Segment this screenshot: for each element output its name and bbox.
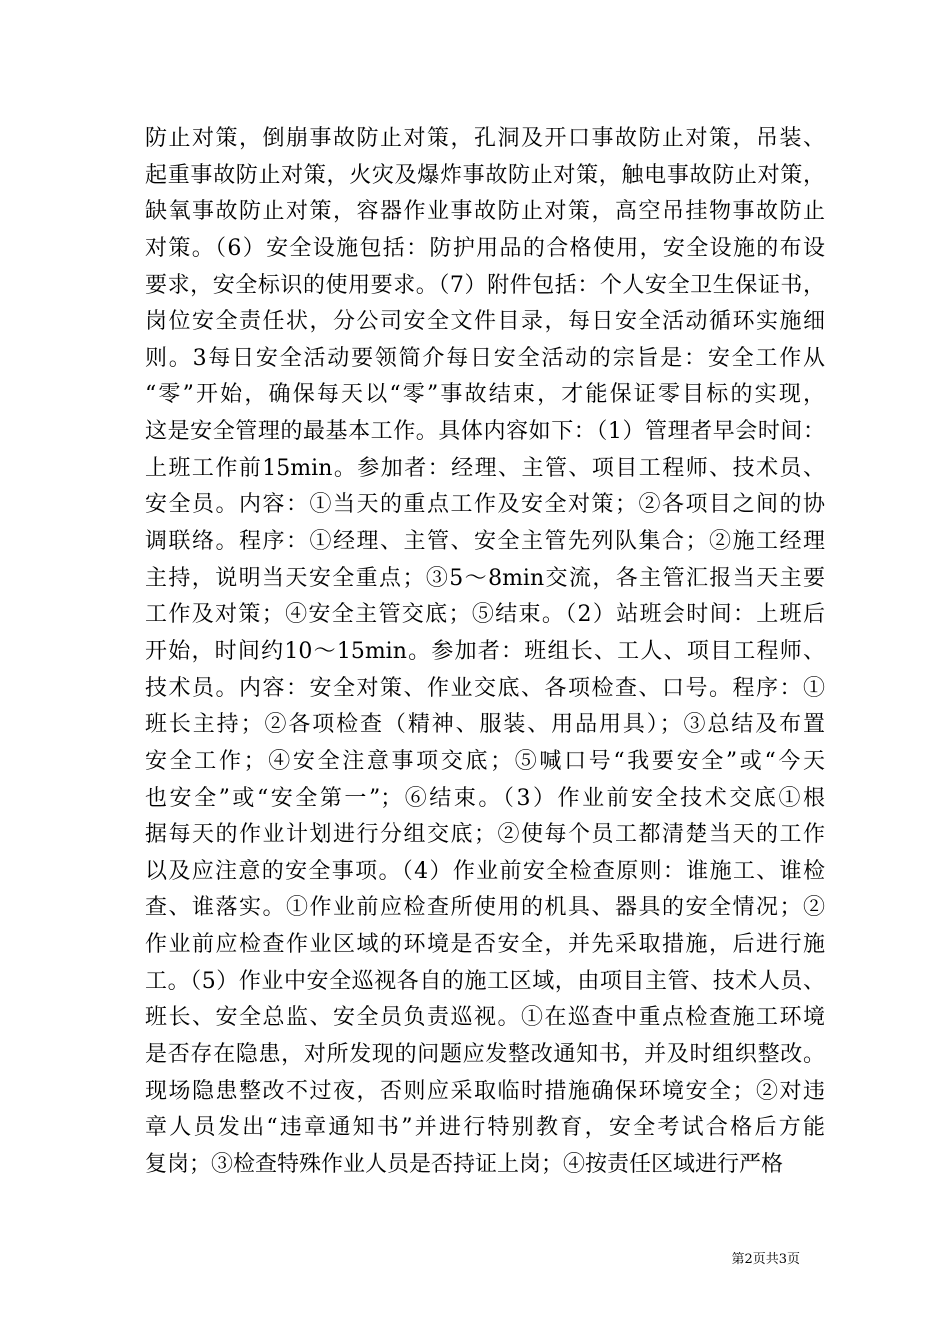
text-line: 要求，安全标识的使用要求。（7）附件包括：个人安全卫生保证书，: [145, 272, 825, 298]
text-line: “零”开始，确保每天以“零”事故结束，才能保证零目标的实现，: [145, 382, 825, 408]
text-line: 主持，说明当天安全重点；③5～8min交流，各主管汇报当天主要: [145, 565, 825, 591]
text-line: 上班工作前15min。参加者：经理、主管、项目工程师、技术员、: [145, 455, 825, 481]
text-line: 复岗；③检查特殊作业人员是否持证上岗；④按责任区域进行严格: [145, 1151, 784, 1177]
text-line: 现场隐患整改不过夜，否则应采取临时措施确保环境安全；②对违: [145, 1078, 825, 1104]
text-line: 班长主持；②各项检查（精神、服装、用品用具）；③总结及布置: [145, 712, 825, 738]
text-line: 班长、安全总监、安全员负责巡视。①在巡查中重点检查施工环境: [145, 1005, 825, 1031]
text-line: 安全工作；④安全注意事项交底；⑤喊口号“我要安全”或“今天: [145, 748, 825, 774]
text-line: 这是安全管理的最基本工作。具体内容如下：（1）管理者早会时间：: [145, 419, 825, 445]
text-line: 调联络。程序：①经理、主管、安全主管先列队集合；②施工经理: [145, 529, 825, 555]
text-line: 工。（5）作业中安全巡视各自的施工区域，由项目主管、技术人员、: [145, 968, 825, 994]
text-line: 缺氧事故防止对策，容器作业事故防止对策，高空吊挂物事故防止: [145, 199, 825, 225]
text-line: 以及应注意的安全事项。（4）作业前安全检查原则：谁施工、谁检: [145, 858, 825, 884]
text-line: 是否存在隐患，对所发现的问题应发整改通知书，并及时组织整改。: [145, 1042, 825, 1068]
text-line: 岗位安全责任状，分公司安全文件目录，每日安全活动循环实施细: [145, 309, 825, 335]
text-line: 对策。（6）安全设施包括：防护用品的合格使用，安全设施的布设: [145, 235, 825, 261]
page-number: 第2页共3页: [731, 1252, 800, 1267]
text-line: 安全员。内容：①当天的重点工作及安全对策；②各项目之间的协: [145, 492, 825, 518]
text-line: 则。3每日安全活动要领简介每日安全活动的宗旨是：安全工作从: [145, 345, 825, 371]
body-text: [145, 121, 825, 1184]
text-line: 起重事故防止对策，火灾及爆炸事故防止对策，触电事故防止对策，: [145, 162, 825, 188]
text-line: 章人员发出“违章通知书”并进行特别教育，安全考试合格后方能: [145, 1115, 825, 1141]
text-line: 开始，时间约10～15min。参加者：班组长、工人、项目工程师、: [145, 638, 825, 664]
text-line: 作业前应检查作业区域的环境是否安全，并先采取措施，后进行施: [145, 932, 825, 958]
text-line: 防止对策，倒崩事故防止对策，孔洞及开口事故防止对策，吊装、: [145, 126, 825, 151]
text-line: 据每天的作业计划进行分组交底；②使每个员工都清楚当天的工作: [145, 822, 825, 848]
text-line: 技术员。内容：安全对策、作业交底、各项检查、口号。程序：①: [145, 675, 825, 701]
text-line: 也安全”或“安全第一”；⑥结束。（3）作业前安全技术交底①根: [145, 785, 825, 811]
text-line: 工作及对策；④安全主管交底；⑤结束。（2）站班会时间：上班后: [145, 602, 825, 628]
text-line: 查、谁落实。①作业前应检查所使用的机具、器具的安全情况；②: [145, 895, 825, 921]
